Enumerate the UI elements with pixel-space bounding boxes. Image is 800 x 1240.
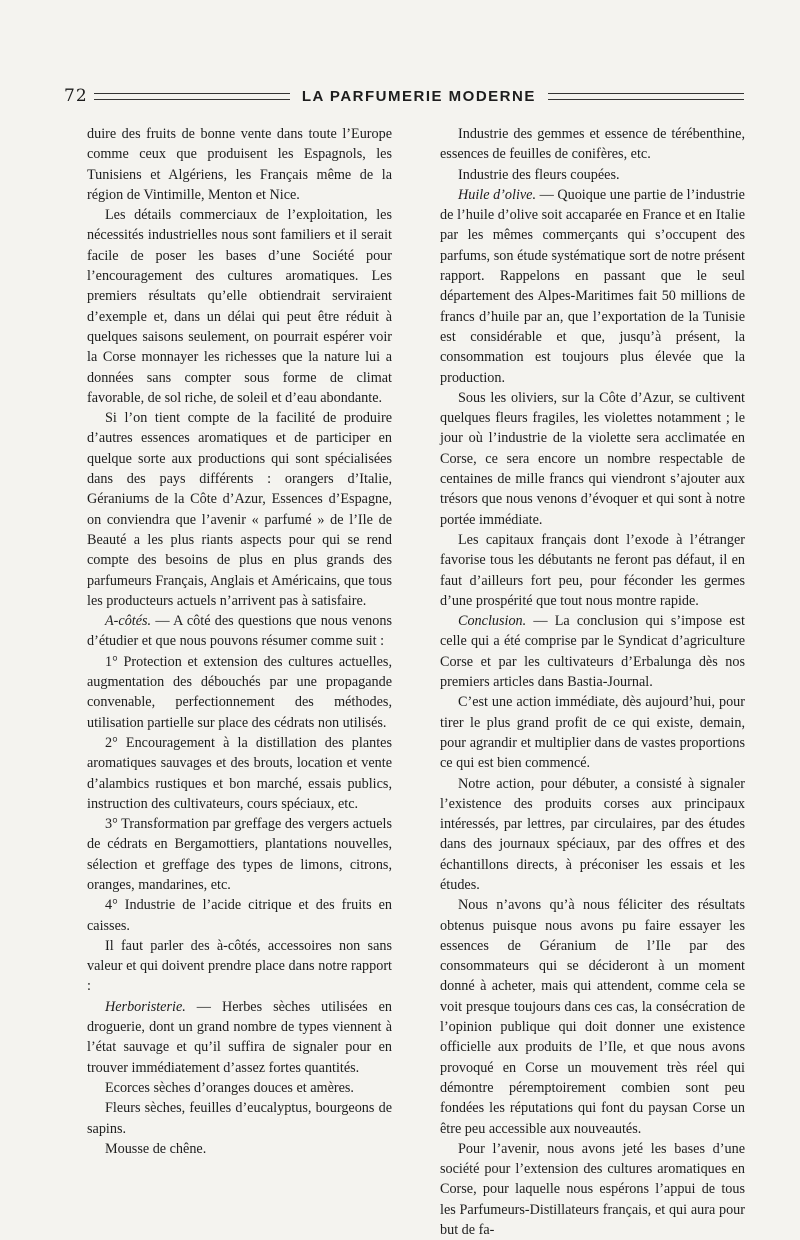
- paragraph-text: Si l’on tient compte de la facilité de produire d’autres essences aromatiques et de participer en quelque sorte aux productions qui sont spécialisées dans des pays différents : orangers d’Italie, Géraniums de la Côte d’Azur, Essences d’Espagne, on conviendra que l’avenir « parfumé » de l’Ile de Beauté a les plus riants aspects pour qui se rend compte des besoins de plus en plus grands des parfumeurs Français, Anglais et Américains, que tous les producteurs actuels n’arrivent pas à satisfaire.: [87, 410, 392, 609]
- paragraph: [440, 124, 745, 165]
- paragraph: [87, 814, 392, 895]
- paragraph-text: — Quoique une partie de l’industrie de l’huile d’olive soit accaparée en France et en Italie par les mêmes commerçants qui s’occupent des parfums, son étude systématique sort de notre présent rapport. Rappelons en passant que le seul département des Alpes-Maritimes fait 50 millions de francs d’huile par an, que l’exportation de la Tunisie est considérable et que, jusqu’à présent, la consommation est toujours plus élevée que la production.: [440, 186, 745, 386]
- paragraph: [440, 611, 745, 692]
- paragraph: [87, 611, 392, 652]
- paragraph-text: Fleurs sèches, feuilles d’eucalyptus, bourgeons de sapins.: [87, 1100, 392, 1137]
- section-heading: A-côtés.: [105, 613, 152, 630]
- paragraph: [87, 936, 392, 997]
- paragraph: [87, 205, 392, 408]
- paragraph-text: — La conclusion qui s’impose est celle qui a été comprise par le Syndicat d’agriculture Corse et par les cultivateurs d’Erbalunga dès nos premiers articles dans Bastia-Journal.: [440, 613, 745, 691]
- paragraph: [440, 895, 745, 1139]
- paragraph: [440, 185, 745, 388]
- paragraph: [440, 692, 745, 773]
- paragraph-text: Les capitaux français dont l’exode à l’étranger favorise tous les débutants ne feront pas défaut, il en faut d’ailleurs fort peu, pour féconder les germes d’une prospérité que tout nous montre rapide.: [440, 531, 745, 609]
- paragraph: [87, 408, 392, 611]
- paragraph: [87, 1139, 392, 1159]
- right-column: [440, 124, 745, 1240]
- paragraph-text: Sous les oliviers, sur la Côte d’Azur, se cultivent quelques fleurs fragiles, les violettes notamment ; le jour où l’industrie de la violette sera acclimatée en Corse, ce sera encore un nombre respectable de centaines de mille francs qui viendront s’ajouter aux trésors que nous venons d’évoquer et qui sont à notre portée immédiate.: [440, 389, 745, 528]
- paragraph-text: Nous n’avons qu’à nous féliciter des résultats obtenus puisque nous avons pu faire essayer les essences de Géranium de l’Ile par des consommateurs qui se décideront à un moment donné à acheter, mais qui attendent, comme cela se voit presque toujours dans ces cas, la consécration de l’opinion publique qui doit donner une existence officielle aux produits de l’Ile, et que nous avons provoqué en Corse un mouvement très réel qui démontre péremptoirement combien sont peu fondées les réputations qui font du paysan Corse un être peu accessible aux nouveautés.: [440, 897, 745, 1137]
- running-title: LA PARFUMERIE MODERNE: [301, 87, 536, 105]
- paragraph-text: duire des fruits de bonne vente dans toute l’Europe comme ceux que produisent les Espagnols, les Tunisiens et Algériens, les Français même de la région de Vintimille, Menton et Nice.: [87, 126, 392, 203]
- paragraph: [87, 733, 392, 814]
- paragraph-text: C’est une action immédiate, dès aujourd’hui, pour tirer le plus grand profit de ce qui existe, demain, pour agrandir et multiplier dans de vastes proportions ce qui est bien commencé.: [440, 694, 745, 772]
- paragraph-text: Industrie des gemmes et essence de térébenthine, essences de feuilles de conifères, etc.: [440, 126, 745, 163]
- paragraph: [87, 997, 392, 1078]
- paragraph-text: Les détails commerciaux de l’exploitation, les nécessités industrielles nous sont familiers et il serait facile de poser les bases d’une Société pour l’encouragement des cultures aromatiques. Les premiers résultats qu’elle obtiendrait serviraient d’exemple et, dans un délai qui peut être réduit à quelques saisons seulement, on pourrait espérer voir la Corse monnayer les richesses que la nature lui a données sans compter sous forme de climat favorable, de sol riche, de soleil et d’eau abondante.: [87, 207, 392, 406]
- paragraph: [87, 652, 392, 733]
- paragraph-text: Mousse de chêne.: [105, 1140, 207, 1157]
- paragraph: [87, 124, 392, 205]
- header-rule-left: [94, 93, 290, 100]
- paragraph-text: Notre action, pour débuter, a consisté à signaler l’existence des produits corses aux principaux intéressés, par lettres, par circulaires, par des études dans des journaux spéciaux, par des offres et des échantillons directs, à préconiser les essais et les études.: [440, 775, 745, 893]
- paragraph-text: 1° Protection et extension des cultures actuelles, augmentation des débouchés par une propagande convenable, perfectionnement des méthodes, utilisation partielle sur place des cédrats non utilisés.: [87, 653, 392, 731]
- section-heading: Herboristerie.: [105, 998, 186, 1015]
- paragraph-text: 3° Transformation par greffage des vergers actuels de cédrats en Bergamottiers, plantations nouvelles, sélection et greffage des types de limons, citrons, oranges, mandarines, etc.: [87, 816, 392, 893]
- paragraph: [440, 774, 745, 896]
- paragraph-text: Industrie des fleurs coupées.: [458, 166, 620, 183]
- paragraph-text: Pour l’avenir, nous avons jeté les bases d’une société pour l’extension des cultures aromatiques en Corse, pour laquelle nous espérons l’appui de tous les Parfumeurs-Distillateurs français, et qui aura pour but de fa-: [440, 1140, 745, 1239]
- paragraph-text: Il faut parler des à-côtés, accessoires non sans valeur et qui doivent prendre place dans notre rapport :: [87, 937, 392, 995]
- left-column: [87, 124, 392, 1159]
- paragraph: [440, 530, 745, 611]
- paragraph: [440, 1139, 745, 1240]
- paragraph: [440, 388, 745, 530]
- paragraph: [440, 165, 745, 185]
- paragraph-text: 2° Encouragement à la distillation des plantes aromatiques sauvages et des brouts, location et vente d’alambics rustiques et bon marché, essais publics, instruction des cultivateurs, cours spéciaux, etc.: [87, 734, 392, 812]
- page-number: 72: [64, 86, 88, 106]
- page-header: [64, 84, 744, 108]
- paragraph-text: Ecorces sèches d’oranges douces et amères.: [105, 1079, 354, 1096]
- paragraph-text: — A côté des questions que nous venons d’étudier et que nous pouvons résumer comme suit :: [87, 613, 392, 650]
- paragraph-text: — Herbes sèches utilisées en droguerie, dont un grand nombre de types viennent à l’état sauvage et qu’il suffira de signaler pour en trouver immédiatement d’assez fortes quantités.: [87, 998, 392, 1076]
- paragraph-text: 4° Industrie de l’acide citrique et des fruits en caisses.: [87, 897, 392, 934]
- section-heading: Huile d’olive.: [458, 186, 537, 203]
- section-heading: Conclusion.: [458, 613, 527, 630]
- paragraph: [87, 895, 392, 936]
- header-rule-right: [548, 93, 744, 100]
- paragraph: [87, 1098, 392, 1139]
- paragraph: [87, 1078, 392, 1098]
